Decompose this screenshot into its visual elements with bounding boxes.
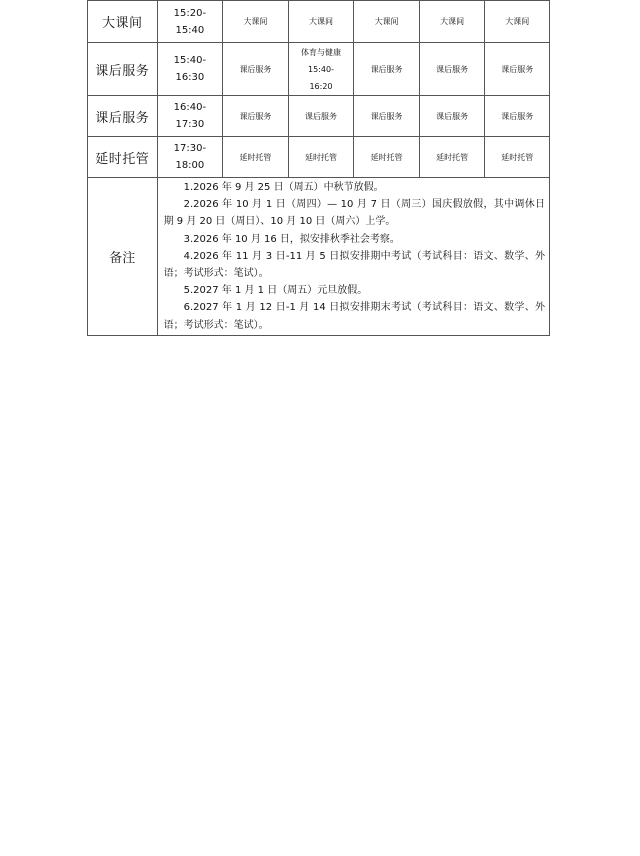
table-cell: 课后服务: [419, 96, 485, 137]
table-cell: 大课间: [354, 1, 420, 43]
time-start: 17:30-: [173, 143, 207, 154]
time-start: 16:40-: [173, 102, 207, 113]
period-time: [157, 1, 223, 43]
time-end: 17:30: [175, 119, 205, 130]
table-row: [88, 96, 550, 137]
time-start: 15:20-: [173, 7, 207, 19]
note-item: 1.2026 年 9 月 25 日（周五）中秋节放假。: [183, 182, 384, 193]
note-item: 5.2027 年 1 月 1 日（周五）元旦放假。: [183, 285, 368, 297]
table-cell: 大课间: [288, 1, 354, 43]
table-cell: 延时托管: [223, 137, 289, 178]
period-label: 延时托管: [88, 137, 158, 178]
time-end: 15:40: [175, 24, 205, 36]
table-cell: 延时托管: [288, 137, 354, 178]
period-time: [157, 96, 223, 137]
notes-row: [88, 178, 550, 336]
table-cell: 延时托管: [419, 137, 485, 178]
table-row: [88, 43, 550, 96]
note-item: 6.2027 年 1 月 12 日-1 月 14 日拟安排期末考试（考试科目：语文、数学、外语；考试形式：笔试）。: [163, 302, 545, 331]
notes-label: 备注: [88, 178, 158, 336]
table-cell: 课后服务: [223, 43, 289, 96]
note-item: 2.2026 年 10 月 1 日（周四）— 10 月 7 日（周三）国庆假放假，其中调休日期 9 月 20 日（周日）、10 月 10 日（周六）上学。: [163, 199, 545, 228]
table-cell: 课后服务: [485, 96, 550, 137]
period-time: [157, 43, 223, 96]
pe-time-start: 15:40-: [308, 64, 334, 74]
table-cell: 延时托管: [354, 137, 420, 178]
pe-time-end: 16:20: [309, 81, 333, 91]
table-cell: 课后服务: [354, 43, 420, 96]
table-cell: 课后服务: [223, 96, 289, 137]
table-row: [88, 137, 550, 178]
note-item: 3.2026 年 10 月 16 日，拟安排秋季社会考察。: [183, 233, 400, 245]
table-cell: 大课间: [485, 1, 550, 43]
table-cell: 课后服务: [485, 43, 550, 96]
table-cell: 延时托管: [485, 137, 550, 178]
table-row: [88, 1, 550, 43]
time-end: 18:00: [175, 160, 205, 171]
time-start: 15:40-: [173, 55, 207, 66]
table-cell: 课后服务: [288, 96, 354, 137]
schedule-table: [87, 0, 550, 336]
table-cell: 课后服务: [419, 43, 485, 96]
period-label: 大课间: [88, 1, 158, 43]
table-cell: 课后服务: [354, 96, 420, 137]
note-item: 4.2026 年 11 月 3 日-11 月 5 日拟安排期中考试（考试科目：语文、数学、外语；考试形式：笔试）。: [163, 250, 545, 280]
time-end: 16:30: [175, 72, 205, 83]
pe-subject: 体育与健康: [301, 47, 341, 57]
period-label: 课后服务: [88, 43, 158, 96]
notes-content: [157, 178, 549, 336]
period-time: [157, 137, 223, 178]
table-cell-pe: [288, 43, 354, 96]
period-label: 课后服务: [88, 96, 158, 137]
table-cell: 大课间: [419, 1, 485, 43]
table-cell: 大课间: [223, 1, 289, 43]
